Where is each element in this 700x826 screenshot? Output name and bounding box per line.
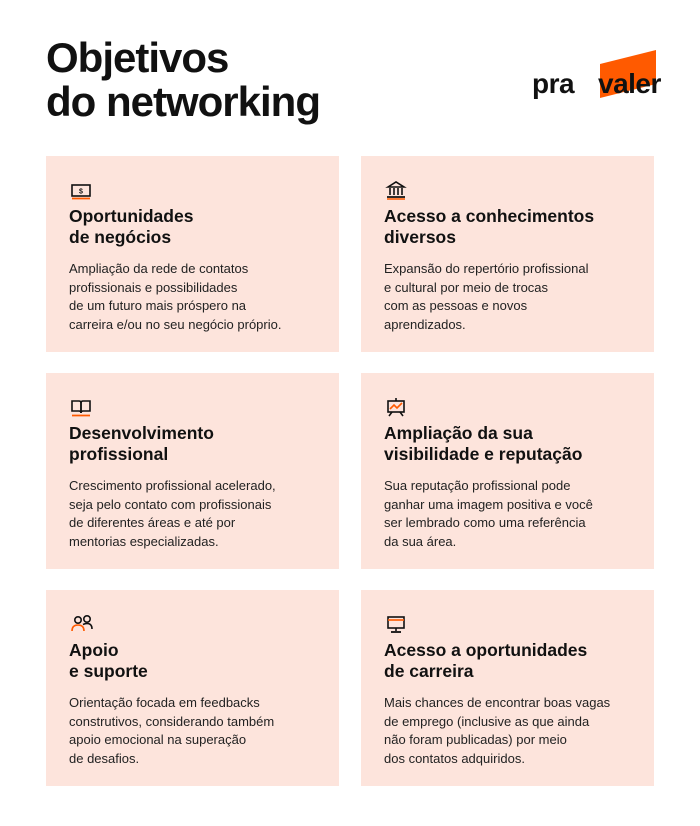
card-title: Desenvolvimento profissional: [69, 423, 214, 464]
card-body: Expansão do repertório profissional e cultural por meio de trocas com as pessoas e novos aprendizados.: [384, 261, 589, 332]
card-body: Crescimento profissional acelerado, seja pelo contato com profissionais de diferentes áreas e até por mentorias especializadas.: [69, 478, 276, 549]
bank-building-icon: [385, 180, 407, 200]
card-title: Oportunidades de negócios: [69, 206, 194, 247]
page-title-line-2: do networking: [46, 78, 320, 125]
logo-text-part2: valer: [598, 68, 661, 99]
card-ampliacao-visibilidade: [361, 373, 654, 569]
logo-text-part1: pra: [532, 68, 575, 99]
card-body: Ampliação da rede de contatos profissionais e possibilidades de um futuro mais próspero na carreira e/ou no seu negócio próprio.: [69, 261, 282, 332]
card-oportunidades-de-negocios: [46, 156, 339, 352]
people-icon: [70, 614, 92, 634]
card-body: Orientação focada em feedbacks construtivos, considerando também apoio emocional na superação de desafios.: [69, 695, 275, 766]
card-desenvolvimento-profissional: [46, 373, 339, 569]
card-body: Mais chances de encontrar boas vagas de emprego (inclusive as que ainda não foram publicadas) por meio dos contatos adquiridos.: [384, 695, 611, 766]
card-acesso-oportunidades-carreira: [361, 590, 654, 786]
page-title-line-1: Objetivos: [46, 34, 229, 81]
page-title: [46, 36, 320, 124]
card-acesso-a-conhecimentos: [361, 156, 654, 352]
card-title: Apoio e suporte: [69, 640, 148, 681]
presentation-chart-icon: [385, 397, 407, 417]
svg-text:$: $: [79, 188, 83, 196]
card-title: Acesso a conhecimentos diversos: [384, 206, 595, 247]
open-book-icon: [70, 397, 92, 417]
card-apoio-e-suporte: [46, 590, 339, 786]
monitor-icon: [385, 614, 407, 634]
card-title: Ampliação da sua visibilidade e reputação: [384, 423, 583, 464]
pravaler-logo: [528, 62, 661, 106]
card-title: Acesso a oportunidades de carreira: [384, 640, 588, 681]
money-bill-icon: [70, 180, 92, 200]
card-body: Sua reputação profissional pode ganhar uma imagem positiva e você ser lembrado como uma referência da sua área.: [384, 478, 593, 549]
